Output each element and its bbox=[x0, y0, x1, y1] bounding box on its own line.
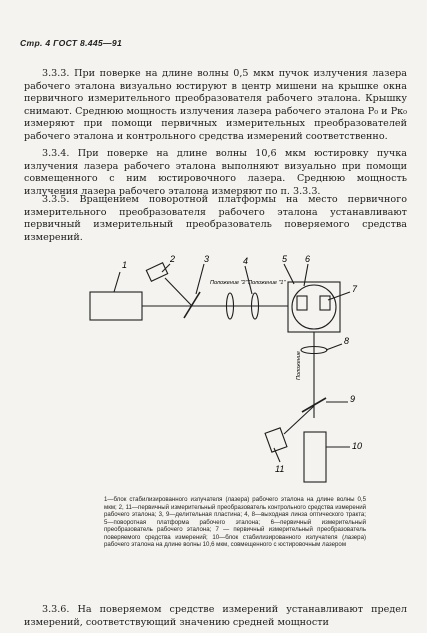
platform-circle bbox=[292, 285, 336, 329]
figure-number-3: 3 bbox=[204, 254, 210, 264]
position-2-label: Положение "2" bbox=[210, 280, 248, 286]
optical-scheme-figure bbox=[60, 252, 380, 487]
figure-number-8: 8 bbox=[344, 336, 350, 346]
paragraph-3-3-5: 3.3.5. Вращением поворотной платформы на место первичного измерительного преобразователя рабочего эталона устанавливают первичный измерительный преобразователь поверяемого средства измерений. bbox=[24, 194, 407, 243]
figure-number-1: 1 bbox=[122, 260, 128, 270]
detector-2 bbox=[146, 263, 167, 281]
figure-number-11: 11 bbox=[275, 464, 285, 474]
detector-11 bbox=[265, 428, 287, 452]
figure-number-2: 2 bbox=[170, 254, 176, 264]
figure-number-9: 9 bbox=[350, 394, 356, 404]
figure-number-5: 5 bbox=[282, 254, 288, 264]
page-header: Стр. 4 ГОСТ 8.445—91 bbox=[20, 38, 123, 48]
splitting-plate-3 bbox=[184, 292, 200, 318]
paragraph-3-3-3: 3.3.3. При поверке на длине волны 0,5 мкм пучок излучения лазера рабочего эталона визуально юстируют в центр мишени на крышке окна первичного измерительного преобразователя рабочего эталона. Крышку снимают. Среднюю мощность излучения лазера рабочего эталона P₀ и Pк₀ измеряют при помощи первичных измерительных преобразователей рабочего эталона и контрольного средства измерений соответственно. bbox=[24, 68, 407, 142]
position-vertical-label: Положение bbox=[296, 351, 302, 380]
figure-number-7: 7 bbox=[352, 284, 358, 294]
laser-block-1 bbox=[90, 292, 142, 320]
figure-number-4: 4 bbox=[243, 256, 249, 266]
rotating-platform-5 bbox=[288, 282, 340, 332]
transducer-7 bbox=[320, 296, 330, 310]
transducer-6 bbox=[297, 296, 307, 310]
position-1-label: Положение "1" bbox=[248, 280, 286, 286]
figure-number-10: 10 bbox=[352, 441, 363, 451]
figure-number-6: 6 bbox=[305, 254, 311, 264]
laser-block-10 bbox=[304, 432, 326, 482]
optical-scheme-drawing bbox=[60, 252, 380, 487]
paragraph-3-3-4: 3.3.4. При поверке на длине волны 10,6 мкм юстировку пучка излучения лазера рабочего эталона выполняют визуально при помощи совмещенного с ним юстировочного лазера. Среднюю мощность излучения лазера рабочего эталона измеряют по п. 3.3.3. bbox=[24, 148, 407, 197]
paragraph-3-3-6: 3.3.6. На поверяемом средстве измерений устанавливают предел измерений, соответствующий значению средней мощности bbox=[24, 604, 407, 628]
figure-caption: 1—блок стабилизированного излучателя (лазера) рабочего эталона на длине волны 0,5 мкм; 2, 11—первичный измерительный преобразователь контрольного средства измерений рабочего эталона; 3, 9—делительная пластина; 4, 8—выходная линза оптического тракта; 5—поворотная платформа рабочего эталона; 6—первичный измерительный преобразователь рабочего эталона; 7 — первичный измерительный преобразователь поверяемого средства измерений; 10—блок стабилизированного излучателя (лазера) рабочего эталона на длине волны 10,6 мкм, совмещенного с юстировочным лазером bbox=[104, 496, 366, 548]
